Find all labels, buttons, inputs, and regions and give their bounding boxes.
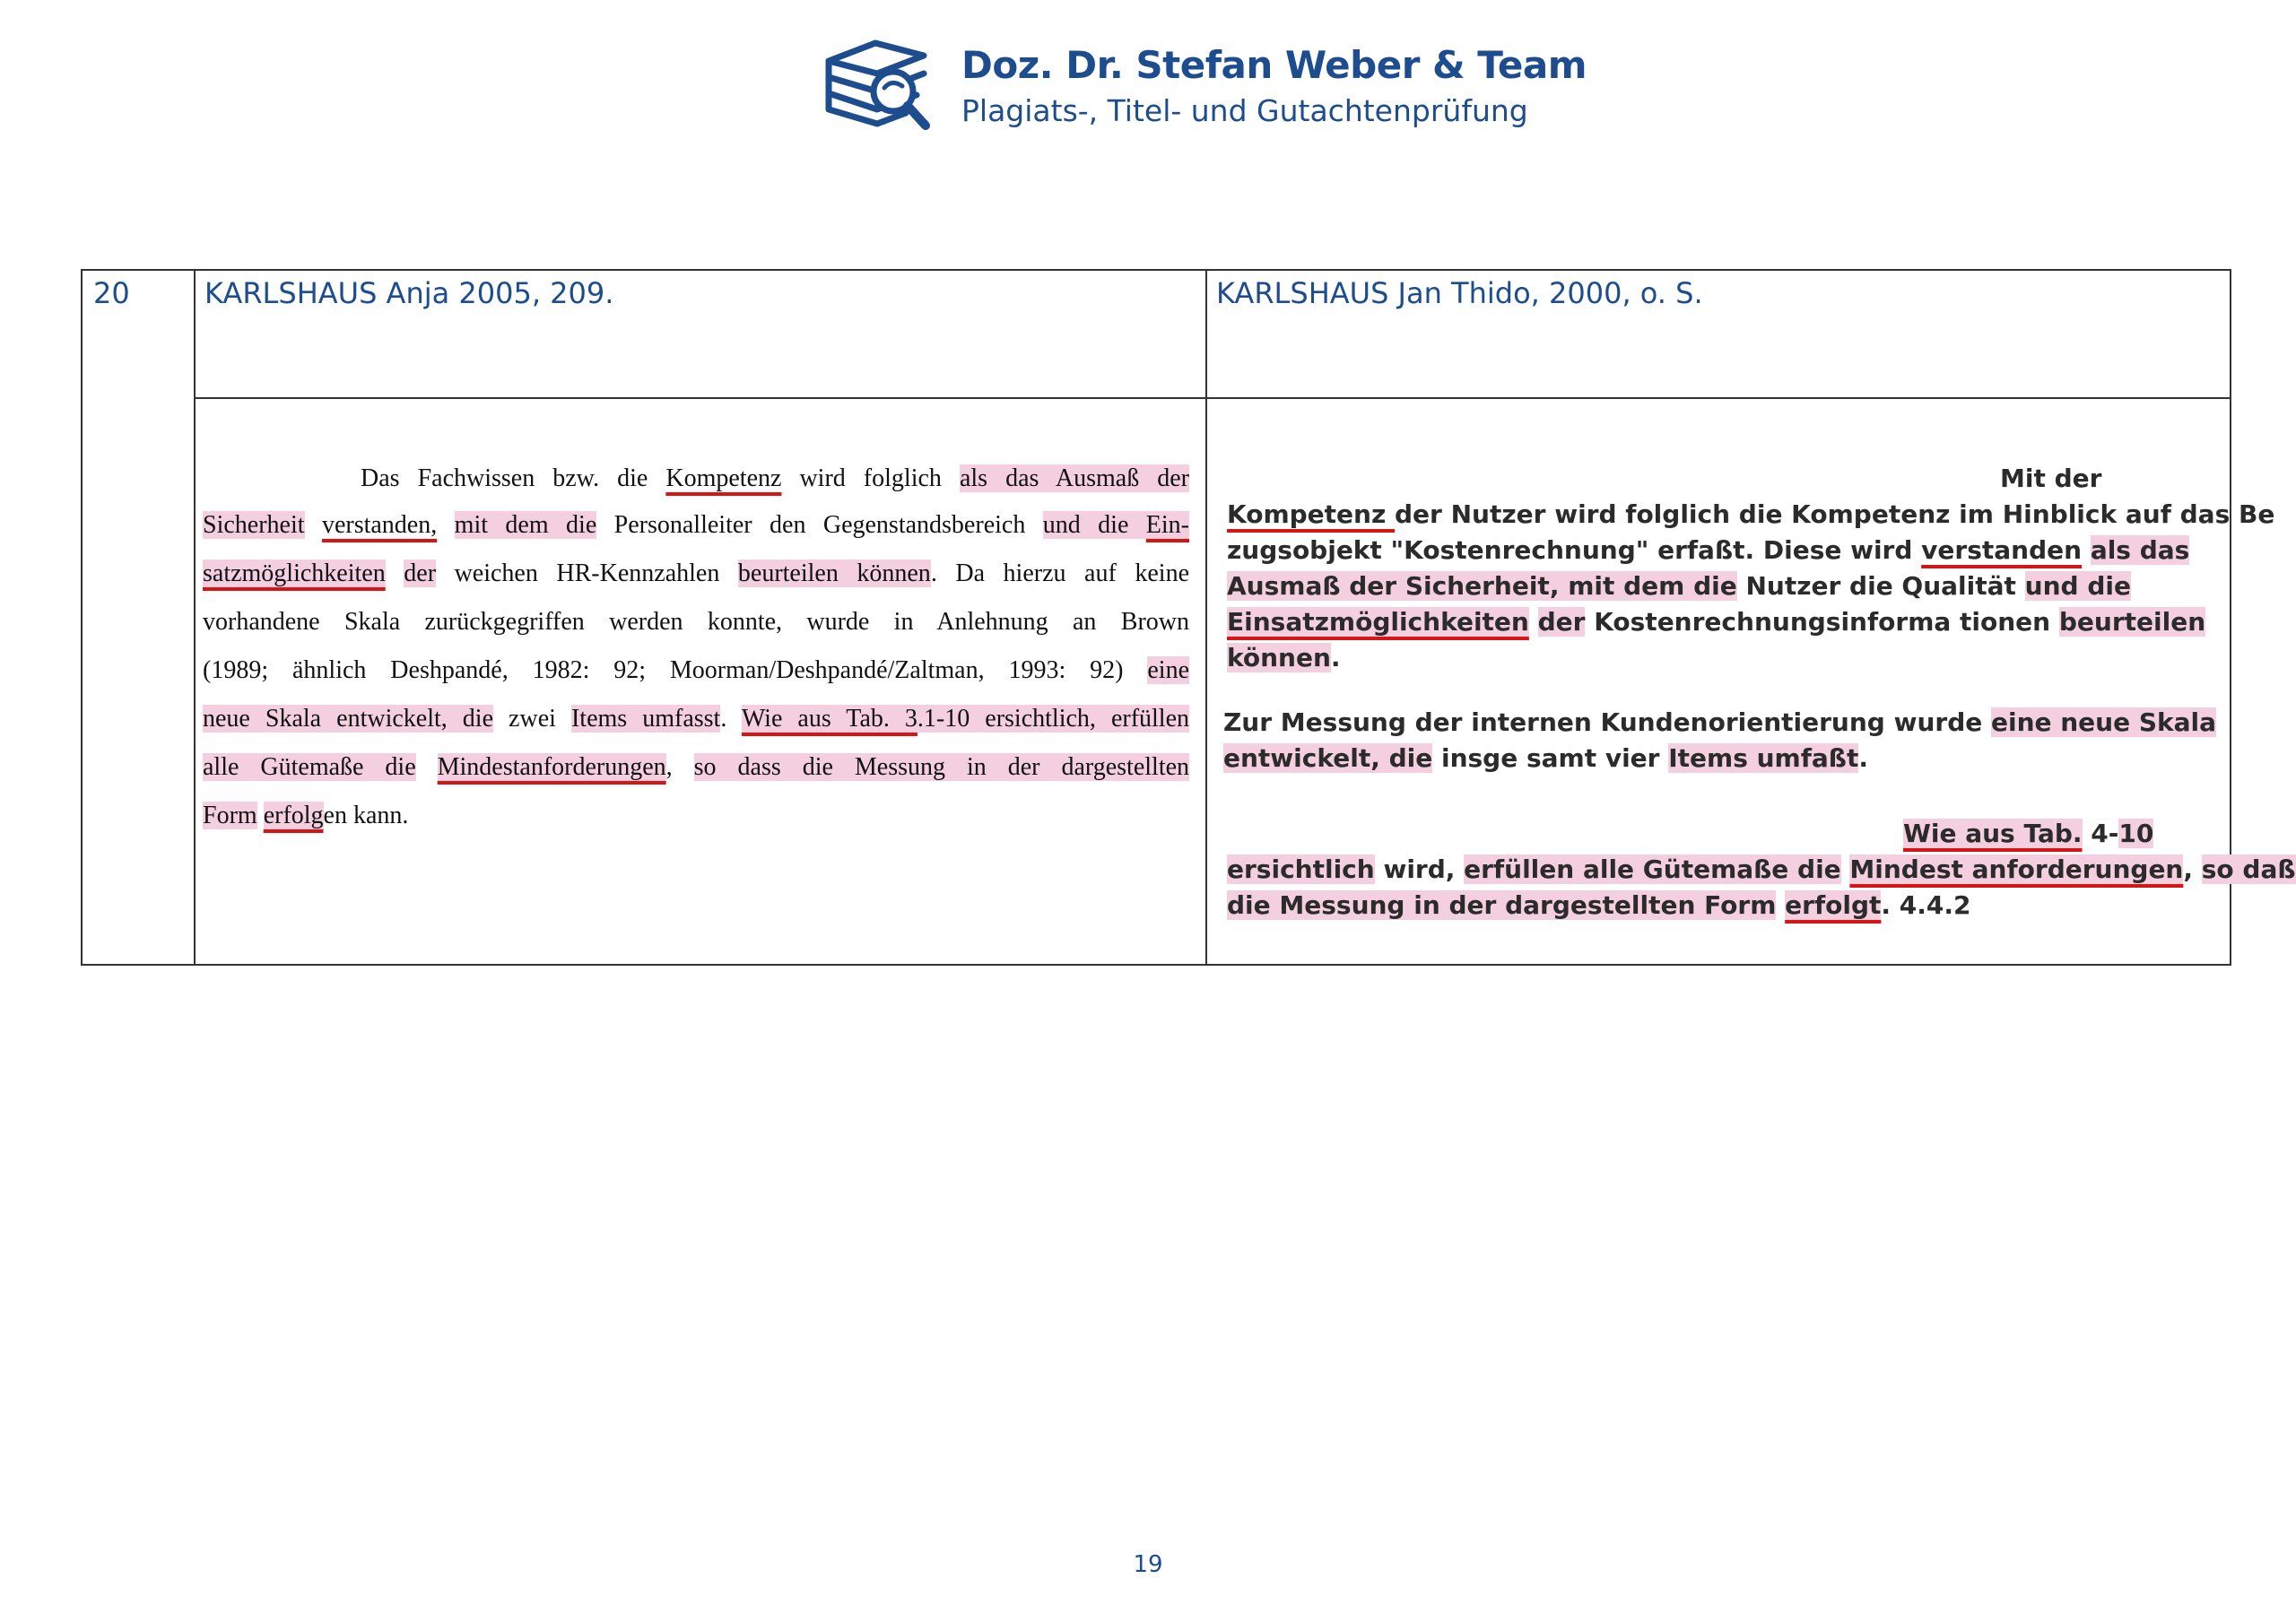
- highlighted-phrase: .1-10 ersichtlich, erfüllen: [917, 705, 1190, 733]
- highlighted-phrase: alle Gütemaße die: [203, 753, 416, 781]
- excerpt-line: [1223, 705, 2216, 741]
- text-fragment: 4-: [2082, 819, 2119, 848]
- text-fragment: ,: [665, 753, 694, 781]
- highlighted-phrase: eine neue Skala: [1990, 707, 2217, 737]
- text-fragment: . Da hierzu auf keine: [930, 559, 1189, 587]
- highlighted-phrase: der: [404, 559, 437, 587]
- highlighted-phrase: so daß: [2201, 854, 2296, 884]
- highlighted-phrase: Einsatzmöglichkeiten: [1227, 607, 1529, 637]
- text-fragment: wird,: [1374, 854, 1465, 884]
- excerpt-line: [1227, 604, 2205, 640]
- text-fragment: Nutzer die Qualität: [1736, 571, 2025, 601]
- right-source-citation: KARLSHAUS Jan Thido, 2000, o. S.: [1216, 276, 1703, 310]
- highlighted-phrase: so dass die Messung in der dargestellten: [693, 753, 1190, 781]
- text-fragment: [1776, 890, 1785, 920]
- highlighted-phrase: erfüllen alle Gütemaße die: [1464, 854, 1841, 884]
- highlighted-phrase: erfolg: [263, 802, 324, 829]
- excerpt-line: [361, 461, 1189, 497]
- excerpt-line: [1903, 816, 2153, 852]
- underlined-phrase: verstanden,: [321, 511, 438, 539]
- highlighted-phrase: als das: [2090, 535, 2190, 565]
- row-number: 20: [93, 276, 130, 310]
- text-fragment: [437, 511, 454, 539]
- excerpt-line: [1227, 497, 2274, 533]
- excerpt-line: [1227, 888, 1971, 924]
- excerpt-line: [203, 701, 1189, 737]
- column-divider: [194, 271, 196, 964]
- highlighted-phrase: Form: [203, 802, 257, 829]
- underlined-phrase: Kompetenz: [665, 464, 782, 492]
- highlighted-phrase: 10: [2118, 819, 2154, 848]
- highlighted-phrase: und die: [2024, 571, 2131, 601]
- text-fragment: insge samt vier: [1432, 743, 1669, 773]
- text-fragment: Mit der: [2000, 464, 2102, 493]
- text-fragment: en kann.: [323, 802, 409, 829]
- page-header: [823, 34, 1587, 142]
- highlighted-phrase: und die: [1042, 511, 1146, 539]
- highlighted-phrase: satzmöglichkeiten: [203, 559, 386, 587]
- text-fragment: Zur Messung der internen Kundenorientierung wurde: [1223, 707, 1991, 737]
- excerpt-line: [1227, 640, 1341, 676]
- excerpt-line: [203, 653, 1189, 689]
- excerpt-line: [1223, 741, 1868, 776]
- highlighted-phrase: mit dem die: [454, 511, 597, 539]
- text-fragment: [305, 511, 322, 539]
- highlighted-phrase: Mindest anforderungen: [1849, 854, 2184, 884]
- excerpt-line: [203, 556, 1189, 592]
- text-fragment: der Nutzer wird folglich die Kompetenz im Hinblick auf das Be: [1395, 499, 2275, 529]
- text-fragment: Personalleiter den Gegenstandsbereich: [596, 511, 1043, 539]
- comparison-table: [81, 269, 2296, 966]
- highlighted-phrase: Mindestanforderungen: [437, 753, 666, 781]
- highlighted-phrase: eine: [1147, 656, 1189, 684]
- highlighted-phrase: Sicherheit: [203, 511, 305, 539]
- page-number: 19: [1133, 1551, 1163, 1578]
- highlighted-phrase: können: [1227, 643, 1331, 672]
- text-fragment: ,: [2183, 854, 2202, 884]
- highlighted-phrase: der: [1537, 607, 1586, 637]
- excerpt-line: [203, 798, 1189, 834]
- highlighted-phrase: entwickelt, die: [1223, 743, 1433, 773]
- highlighted-phrase: Ein-: [1145, 511, 1190, 539]
- excerpt-line: [203, 750, 1189, 785]
- excerpt-line: [2000, 461, 2101, 497]
- text-fragment: .: [1858, 743, 1868, 773]
- text-fragment: [1841, 854, 1850, 884]
- highlighted-phrase: beurteilen können: [737, 559, 931, 587]
- highlighted-phrase: erfolgt: [1785, 890, 1882, 920]
- left-source-citation: KARLSHAUS Anja 2005, 209.: [204, 276, 614, 310]
- text-fragment: [2082, 535, 2091, 565]
- text-fragment: Kostenrechnungsinforma tionen: [1585, 607, 2059, 637]
- text-fragment: weichen HR-Kennzahlen: [436, 559, 738, 587]
- text-fragment: [386, 559, 404, 587]
- books-magnifier-icon: [823, 34, 940, 133]
- excerpt-line: [1227, 568, 2131, 604]
- row-divider: [196, 397, 2230, 399]
- excerpt-line: [1227, 533, 2189, 568]
- highlighted-phrase: beurteilen: [2058, 607, 2206, 637]
- highlighted-phrase: neue Skala entwickelt, die: [203, 705, 494, 733]
- text-fragment: [416, 753, 438, 781]
- brand-subtitle: Plagiats-, Titel- und Gutachtenprüfung: [961, 93, 1528, 128]
- text-fragment: Das Fachwissen bzw. die: [361, 464, 666, 492]
- text-fragment: .: [720, 705, 742, 733]
- text-fragment: (1989; ähnlich Deshpandé, 1982: 92; Moorman/Deshpandé/Zaltman, 1993: 92): [203, 656, 1148, 684]
- underlined-phrase: verstanden: [1921, 535, 2083, 565]
- highlighted-phrase: Items umfasst: [570, 705, 721, 733]
- text-fragment: [257, 802, 264, 829]
- highlighted-phrase: Wie aus Tab.: [1903, 819, 2083, 848]
- text-fragment: zugsobjekt "Kostenrechnung" erfaßt. Diese wird: [1227, 535, 1922, 565]
- highlighted-phrase: als das Ausmaß der: [959, 464, 1189, 492]
- highlighted-phrase: die Messung in der dargestellten Form: [1227, 890, 1777, 920]
- excerpt-line: [203, 507, 1189, 543]
- text-fragment: vorhandene Skala zurückgegriffen werden konnte, wurde in Anlehnung an Brown: [203, 608, 1189, 636]
- text-fragment: .: [1330, 643, 1341, 672]
- excerpt-line: [1227, 852, 2296, 888]
- highlighted-phrase: Wie aus Tab. 3: [741, 705, 918, 733]
- underlined-phrase: Kompetenz: [1227, 499, 1396, 529]
- column-divider: [1205, 271, 1207, 964]
- excerpt-line: [203, 604, 1189, 640]
- highlighted-phrase: Items umfaßt: [1668, 743, 1859, 773]
- text-fragment: . 4.4.2: [1881, 890, 1971, 920]
- text-fragment: [1529, 607, 1538, 637]
- highlighted-phrase: Ausmaß der Sicherheit, mit dem die: [1227, 571, 1737, 601]
- text-fragment: zwei: [493, 705, 571, 733]
- highlighted-phrase: ersichtlich: [1227, 854, 1375, 884]
- text-fragment: wird folglich: [781, 464, 960, 492]
- brand-name: Doz. Dr. Stefan Weber & Team: [961, 43, 1587, 87]
